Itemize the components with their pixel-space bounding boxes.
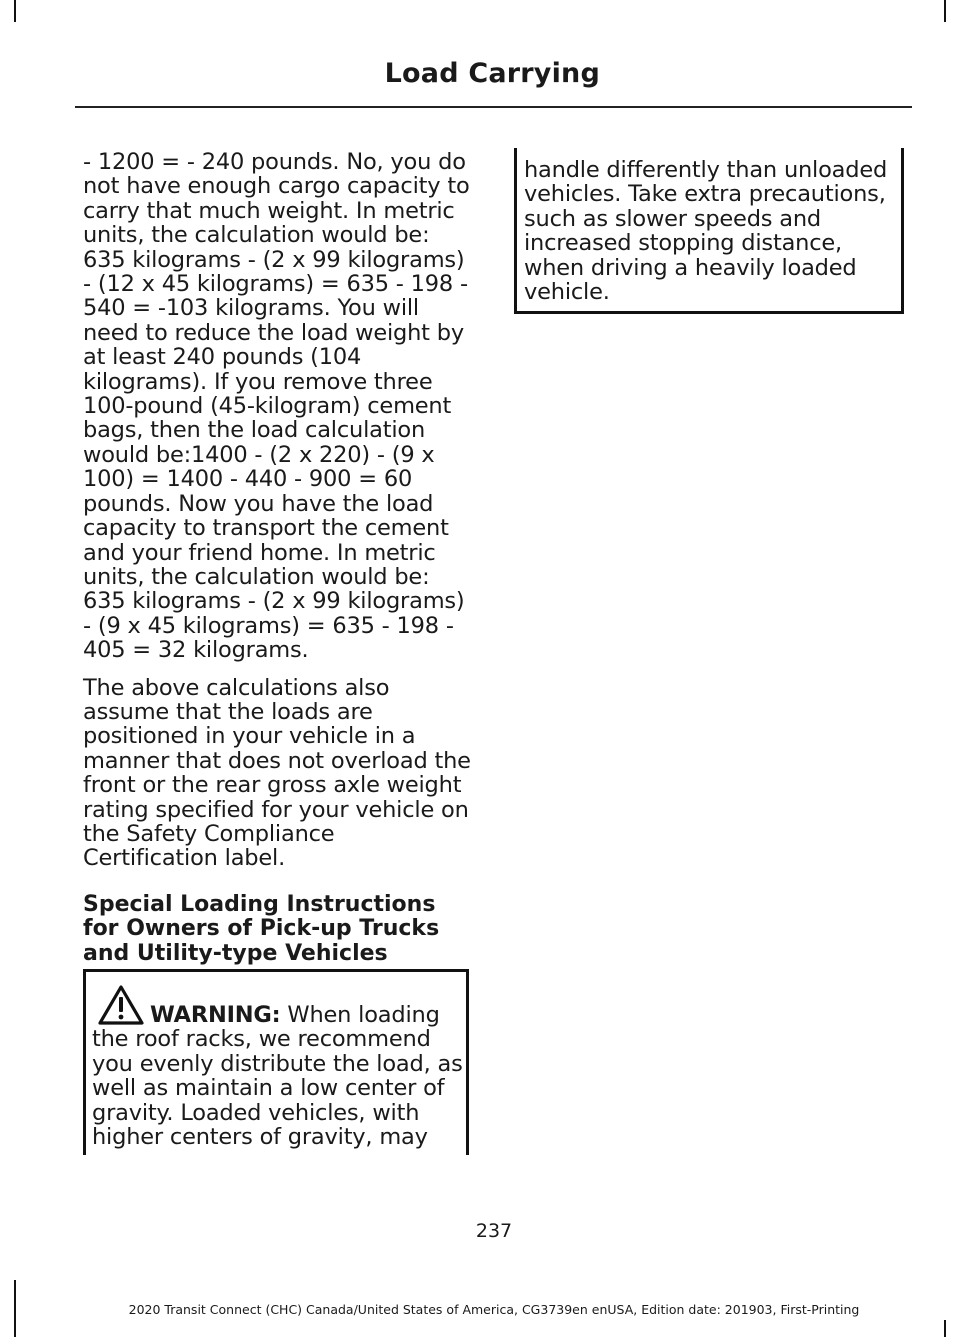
warning-box bbox=[83, 969, 469, 1155]
header-divider bbox=[75, 106, 912, 108]
warning-text bbox=[92, 1003, 464, 1149]
paragraph: - 1200 = - 240 pounds. No, you do not have enough cargo capacity to carry that much weight. In metric units, the calculation would be: 635 kilograms - (2 x 99 kilograms) - (12 x 45 kilograms) = 635 - 198 - 540 = -103 kilograms. You will need to reduce the load weight by at least 240 pounds (104 kilograms). If you remove three 100-pound (45-kilogram) cement bags, then the load calculation would be:1400 - (2 x 220) - (9 x 100) = 1400 - 440 - 900 = 60 pounds. Now you have the load capacity to transport the cement and your friend home. In metric units, the calculation would be: 635 kilograms - (2 x 99 kilograms) - (9 x 45 kilograms) = 635 - 198 - 405 = 32 kilograms. bbox=[83, 149, 470, 664]
crop-mark bbox=[944, 0, 946, 22]
left-column bbox=[83, 150, 475, 967]
edition-footer: 2020 Transit Connect (CHC) Canada/United States of America, CG3739en enUSA, Edition date: 201903, First-Printing bbox=[128, 1302, 860, 1317]
warning-box-continued bbox=[514, 148, 904, 314]
warning-label: WARNING: bbox=[150, 1002, 281, 1028]
section-heading: Special Loading Instructions for Owners of Pick-up Trucks and Utility-type Vehicles bbox=[83, 891, 440, 966]
crop-mark bbox=[944, 1320, 946, 1337]
page-title: Load Carrying bbox=[384, 58, 600, 89]
page-number: 237 bbox=[475, 1220, 513, 1242]
warning-body: When loading the roof racks, we recommend you evenly distribute the load, as well as maintain a low center of gravity. Loaded vehicles, with higher centers of gravity, may bbox=[92, 1002, 463, 1151]
warning-continuation: handle differently than unloaded vehicles. Take extra precautions, such as slower speeds and increased stopping distance, when driving a heavily loaded vehicle. bbox=[524, 157, 888, 306]
crop-mark bbox=[14, 0, 16, 22]
paragraph: The above calculations also assume that the loads are positioned in your vehicle in a manner that does not overload the front or the rear gross axle weight rating specified for your vehicle on the Safety Compliance Certification label. bbox=[83, 674, 471, 872]
